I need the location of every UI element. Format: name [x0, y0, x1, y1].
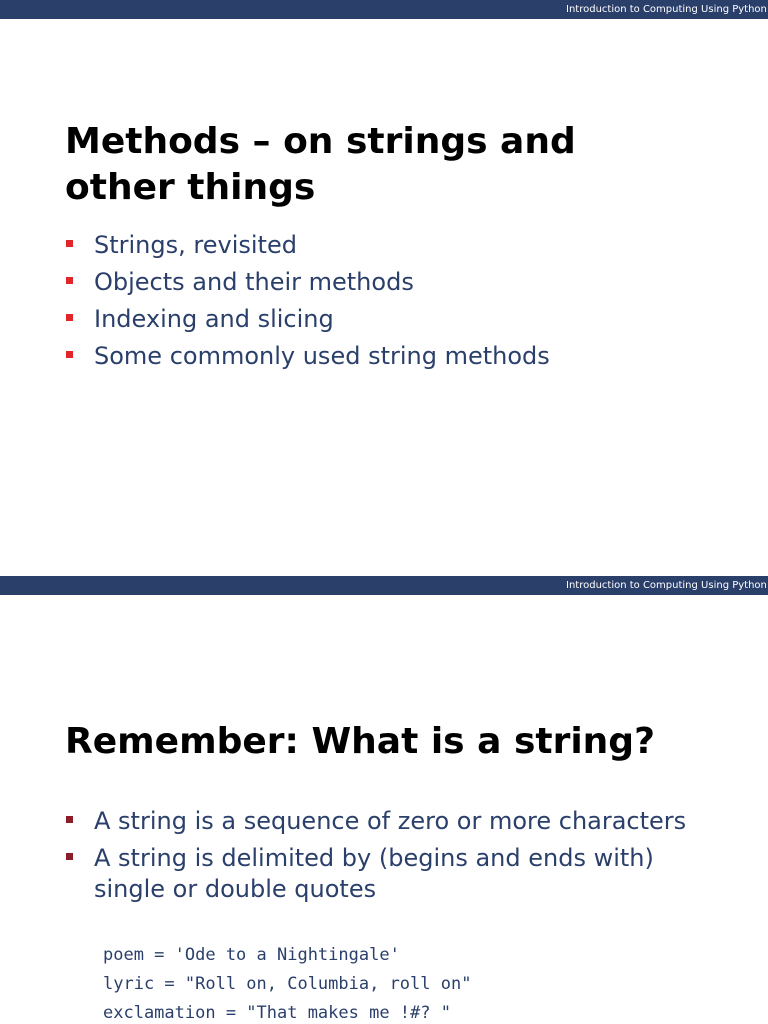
bullet-text: A string is a sequence of zero or more characters	[94, 807, 687, 835]
bullet-text: Some commonly used string methods	[94, 342, 550, 370]
slide-title: Remember: What is a string?	[65, 721, 655, 762]
bullet-text: Strings, revisited	[94, 231, 297, 259]
square-bullet-icon	[66, 853, 73, 860]
slide-title: Methods – on strings and other things	[65, 121, 576, 208]
bullet-text: A string is delimited by (begins and ends with) single or double quotes	[94, 844, 654, 903]
code-line: lyric = "Roll on, Columbia, roll on"	[103, 974, 472, 994]
square-bullet-icon	[66, 277, 73, 284]
slide-2	[0, 576, 768, 1024]
bullet-text: Objects and their methods	[94, 268, 414, 296]
slide-header-bar	[0, 0, 768, 19]
bullet-item	[65, 806, 725, 837]
slide-header-text: Introduction to Computing Using Python	[566, 4, 767, 15]
bullet-item	[65, 267, 715, 298]
bullet-item	[65, 230, 715, 261]
bullet-list	[65, 806, 725, 911]
bullet-list	[65, 230, 715, 378]
bullet-item	[65, 843, 725, 905]
square-bullet-icon	[66, 240, 73, 247]
bullet-item	[65, 341, 715, 372]
bullet-item	[65, 304, 715, 335]
square-bullet-icon	[66, 314, 73, 321]
bullet-text: Indexing and slicing	[94, 305, 334, 333]
code-line: exclamation = "That makes me !#? "	[103, 1003, 451, 1023]
square-bullet-icon	[66, 816, 73, 823]
code-line: poem = 'Ode to a Nightingale'	[103, 945, 400, 965]
square-bullet-icon	[66, 351, 73, 358]
slide-header-text: Introduction to Computing Using Python	[566, 580, 767, 591]
code-example	[103, 941, 471, 1024]
slide-header-bar	[0, 576, 768, 595]
